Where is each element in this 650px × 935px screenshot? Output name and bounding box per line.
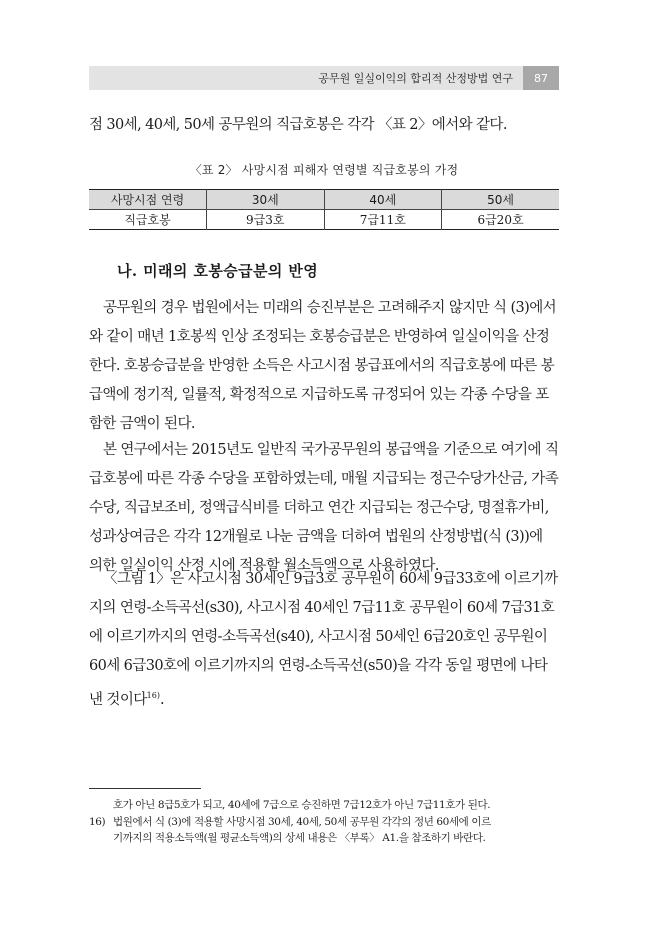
table-header-cell: 50세 [442, 190, 560, 210]
table-header-cell: 40세 [324, 190, 442, 210]
table-cell: 직급호봉 [124, 213, 171, 227]
footnote-continuation: 호가 아닌 8급5호가 되고, 40세에 7급으로 승진하면 7급12호가 아닌 7급11호가 된다. [113, 799, 491, 811]
footnote-16 [89, 814, 559, 831]
table-header-row [89, 190, 559, 210]
rank-step-table [89, 189, 559, 230]
body-paragraph-3 [89, 565, 559, 715]
footnote-16-continued: 기까지의 적용소득액(월 평균소득액)의 상세 내용은 〈부록〉 A1.을 참조하기 바란다. [113, 832, 486, 844]
table-caption: 〈표 2〉 사망시점 피해자 연령별 직급호봉의 가정 [189, 163, 459, 177]
running-header [89, 66, 559, 90]
footnote-ref-16[interactable]: 16) [146, 691, 160, 700]
footnote-text: 법원에서 식 (3)에 적용할 사망시점 30세, 40세, 50세 공무원 각각의 정년 60세에 이르 [113, 815, 491, 828]
table-cell: 6급20호 [442, 210, 560, 230]
table-cell: 9급3호 [207, 210, 325, 230]
body-paragraph-2: 본 연구에서는 2015년도 일반직 국가공무원의 봉급액을 기준으로 여기에 직급호봉에 따른 각종 수당을 포함하였는데, 매월 지급되는 정근수당가산금, 가족수당, 직급보조비, 정액급식비를 더하고 연간 지급되는 정근수당, 명절휴가비, 성과상여금은 각각 12개월로 나눈 금액을 더하여 법원의 산정방법(식 (3))에 의한 일실이익 산정 시에 적용할 월소득액으로 사용하였다. [89, 442, 559, 574]
intro-line: 점 30세, 40세, 50세 공무원의 직급호봉은 각각 〈표 2〉에서와 같다. [89, 117, 507, 133]
table-header-cell: 30세 [207, 190, 325, 210]
footnote-number: 16) [89, 815, 106, 828]
table-row [89, 210, 559, 230]
section-heading: 나. 미래의 호봉승급분의 반영 [117, 262, 319, 280]
footnote-divider [89, 788, 201, 789]
table-cell: 7급11호 [324, 210, 442, 230]
table-header-cell: 사망시점 연령 [89, 190, 207, 210]
paragraph-3-text: 〈그림 1〉은 사고시점 30세인 9급3호 공무원이 60세 9급33호에 이르기까지의 연령-소득곡선(s30), 사고시점 40세인 7급11호 공무원이 60세 7급31호에 이르기까지의 연령-소득곡선(s40), 사고시점 50세인 6급20호인 공무원이 60세 6급30호에 이르기까지의 연령-소득곡선(s50)을 각각 동일 평면에 나타낸 것이다 [89, 571, 558, 708]
page-number: 87 [523, 66, 559, 90]
header-title: 공무원 일실이익의 합리적 산정방법 연구 [318, 72, 513, 85]
paragraph-3-end: . [159, 691, 164, 708]
footnotes [89, 797, 559, 847]
body-paragraph-1: 공무원의 경우 법원에서는 미래의 승진부분은 고려해주지 않지만 식 (3)에서와 같이 매년 1호봉씩 인상 조정되는 호봉승급분은 반영하여 일실이익을 산정한다. 호봉승급분을 반영한 소득은 사고시점 봉급표에서의 직급호봉에 따른 봉급액에 정기적, 일률적, 확정적으로 지급하도록 규정되어 있는 각종 수당을 포함한 금액이 된다. [89, 300, 557, 432]
